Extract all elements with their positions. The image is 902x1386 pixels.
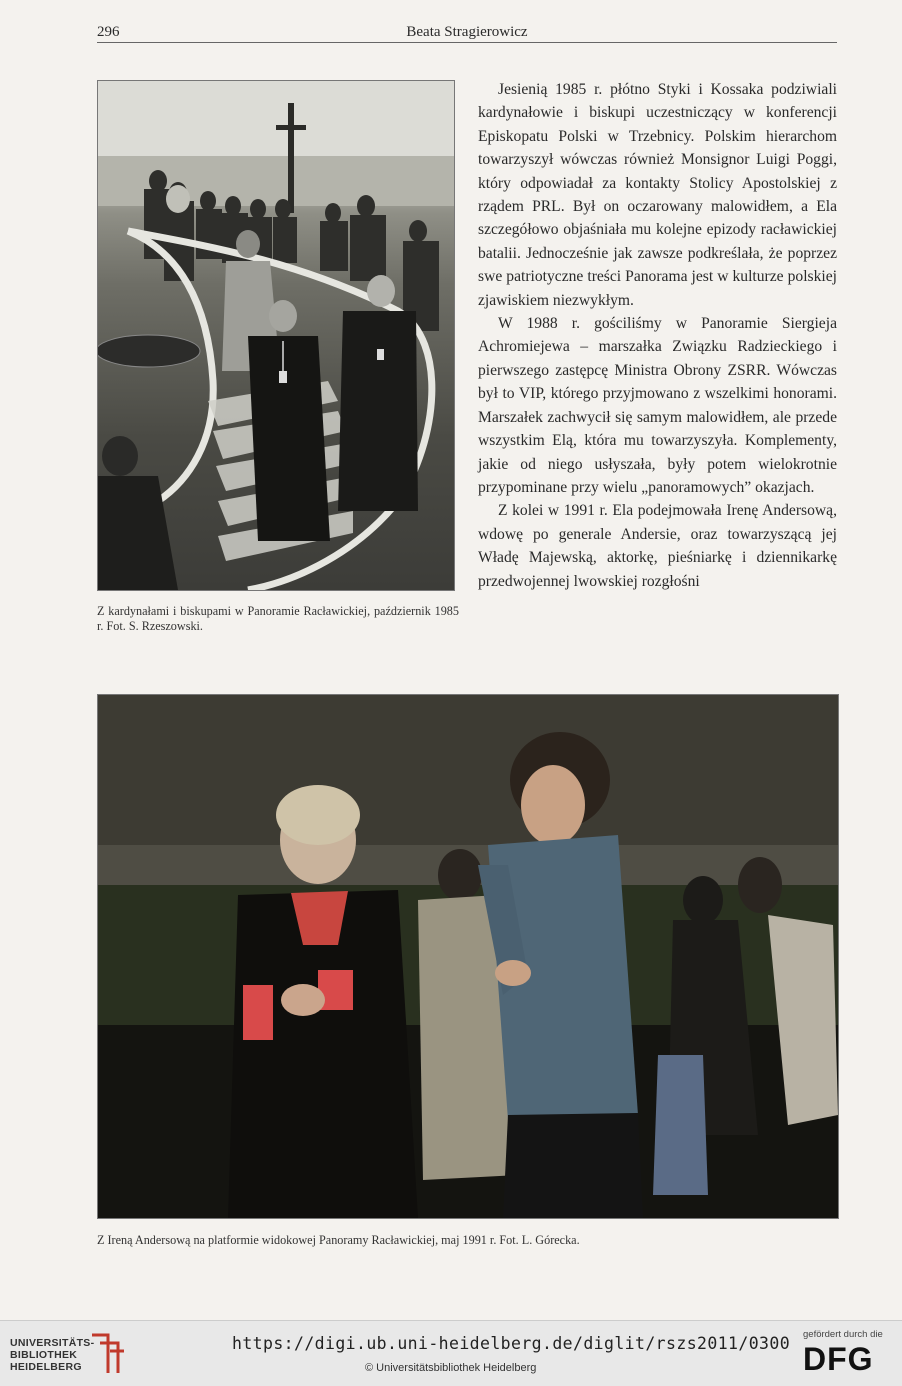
library-name-line-1: UNIVERSITÄTS- [10, 1337, 95, 1349]
paragraph-1: Jesienią 1985 r. płótno Styki i Kossaka podziwiali kardynałowie i biskupi uczestniczący w konferencji Episkopatu Polski w Trzebnicy. Polskim hierarchom towarzyszył wówczas również Monsignor Luigi Poggi, który odpowiadał za kontakty Stolicy Apostolskiej z rządem PRL. Był on oczarowany malowidłem, a Ela szczegółowo objaśniała mu kolejne epizody racławickiej batalii. Jednocześnie jak zawsze podkreślała, że poprzez swe patriotyczne treści Panorama jest w kulturze polskiej zjawiskiem niezwykłym. [478, 81, 837, 309]
copyright-notice: © Universitätsbibliothek Heidelberg [365, 1362, 537, 1374]
library-name [10, 1337, 100, 1373]
photo-cardinals-illustration [98, 81, 454, 590]
funded-by-label: gefördert durch die [803, 1329, 883, 1340]
photo-anders-illustration [98, 695, 838, 1218]
page-number: 296 [97, 24, 120, 40]
library-name-line-3: HEIDELBERG [10, 1361, 82, 1373]
paragraph-2: W 1988 r. gościliśmy w Panoramie Siergieja Achromiejewa – marszałka Związku Radzieckiego i pierwszego zastępcę Ministra Obrony ZSRR. Wówczas był to VIP, którego przyjmowano z wszelkimi honorami. Marszałek zachwycił się samym malowidłem, ale przede wszystkim Elą, która mu towarzyszyła. Komplementy, jakie od niego usłyszała, były potem wielokrotnie przypominane przy wielu „panoramowych” okazjach. [478, 315, 837, 496]
digitization-footer [0, 1320, 902, 1386]
library-logo-icon [88, 1329, 128, 1379]
dfg-logo: DFG [803, 1341, 874, 1377]
page-header [97, 24, 837, 43]
paragraph-3: Z kolei w 1991 r. Ela podejmowała Irenę Andersową, wdowę po generale Andersie, oraz towarzyszącą jej Władę Majewską, aktorkę, pieśniarkę i dziennikarkę przedwojennej lwowskiej rozgłośni [478, 502, 837, 590]
permalink-url[interactable]: https://digi.ub.uni-heidelberg.de/diglit/rszs2011/0300 [232, 1334, 791, 1353]
caption-bottom-photo: Z Ireną Andersową na platformie widokowej Panoramy Racławickiej, maj 1991 r. Fot. L. Górecka. [97, 1233, 580, 1247]
photo-cardinals-staircase [97, 80, 455, 591]
running-head: Beata Stragierowicz [406, 24, 528, 40]
article-body [478, 78, 837, 593]
caption-top-photo: Z kardynałami i biskupami w Panoramie Racławickiej, październik 1985 r. Fot. S. Rzeszowski. [97, 604, 459, 633]
photo-irena-anders [97, 694, 839, 1219]
library-name-line-2: BIBLIOTHEK [10, 1349, 78, 1361]
